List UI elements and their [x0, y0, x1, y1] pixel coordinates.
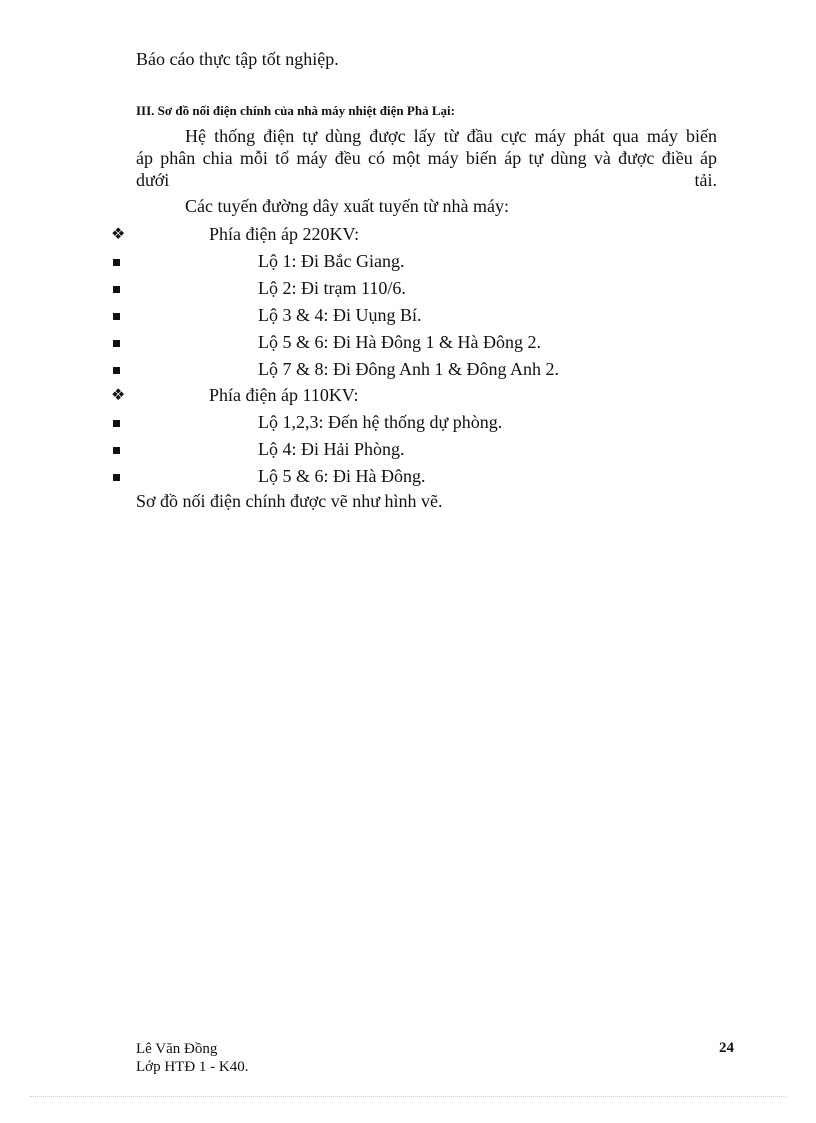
paragraph-line-1: Hệ thống điện tự dùng được lấy từ đầu cực máy phát qua máy biến — [185, 126, 717, 146]
paragraph-line-3 — [136, 169, 717, 191]
list-item — [0, 439, 816, 466]
list-item — [0, 359, 816, 386]
diamond-bullet-icon: ❖ — [111, 385, 126, 404]
square-bullet-icon — [113, 367, 120, 374]
footer-author: Lê Văn Đồng — [136, 1041, 218, 1057]
list-item-label: Lộ 1: Đi Bắc Giang. — [258, 251, 405, 271]
paragraph-line-2: áp phân chia mỗi tổ máy đều có một máy biến áp tự dùng và được điều áp — [136, 148, 717, 168]
list-item-label: Lộ 1,2,3: Đến hệ thống dự phòng. — [258, 412, 503, 432]
list-item — [0, 305, 816, 332]
square-bullet-icon — [113, 340, 120, 347]
list-item-label: Lộ 5 & 6: Đi Hà Đông. — [258, 466, 426, 486]
page-number: 24 — [719, 1040, 734, 1056]
list-item — [0, 466, 816, 493]
list-item-label: Lộ 2: Đi trạm 110/6. — [258, 278, 406, 298]
list-item — [0, 412, 816, 439]
list-item-label: Lộ 7 & 8: Đi Đông Anh 1 & Đông Anh 2. — [258, 359, 560, 379]
group-220kv-row — [0, 224, 816, 251]
square-bullet-icon — [113, 447, 120, 454]
page-bottom-border — [30, 1096, 786, 1097]
square-bullet-icon — [113, 313, 120, 320]
report-header-title: Báo cáo thực tập tốt nghiệp. — [136, 49, 339, 69]
group-220kv-title: Phía điện áp 220KV: — [209, 224, 360, 244]
square-bullet-icon — [113, 420, 120, 427]
square-bullet-icon — [113, 474, 120, 481]
list-item — [0, 251, 816, 278]
closing-sentence: Sơ đồ nối điện chính được vẽ như hình vẽ. — [136, 491, 443, 511]
lines-intro: Các tuyến đường dây xuất tuyến từ nhà máy: — [185, 196, 509, 216]
footer-class: Lớp HTĐ 1 - K40. — [136, 1059, 249, 1075]
group-110kv-row — [0, 385, 816, 412]
list-item-label: Lộ 5 & 6: Đi Hà Đông 1 & Hà Đông 2. — [258, 332, 541, 352]
paragraph-line-3-left: dưới — [136, 170, 170, 190]
list-item — [0, 278, 816, 305]
group-110kv-title: Phía điện áp 110KV: — [209, 385, 359, 405]
square-bullet-icon — [113, 286, 120, 293]
diamond-bullet-icon: ❖ — [111, 224, 126, 243]
list-item-label: Lộ 3 & 4: Đi Uụng Bí. — [258, 305, 422, 325]
list-item-label: Lộ 4: Đi Hải Phòng. — [258, 439, 405, 459]
paragraph-line-3-right: tải. — [694, 170, 717, 190]
paragraph-self-consumption — [136, 125, 717, 191]
section-heading: III. Sơ đồ nối điện chính của nhà máy nhiệt điện Phả Lại: — [136, 103, 455, 118]
list-item — [0, 332, 816, 359]
square-bullet-icon — [113, 259, 120, 266]
